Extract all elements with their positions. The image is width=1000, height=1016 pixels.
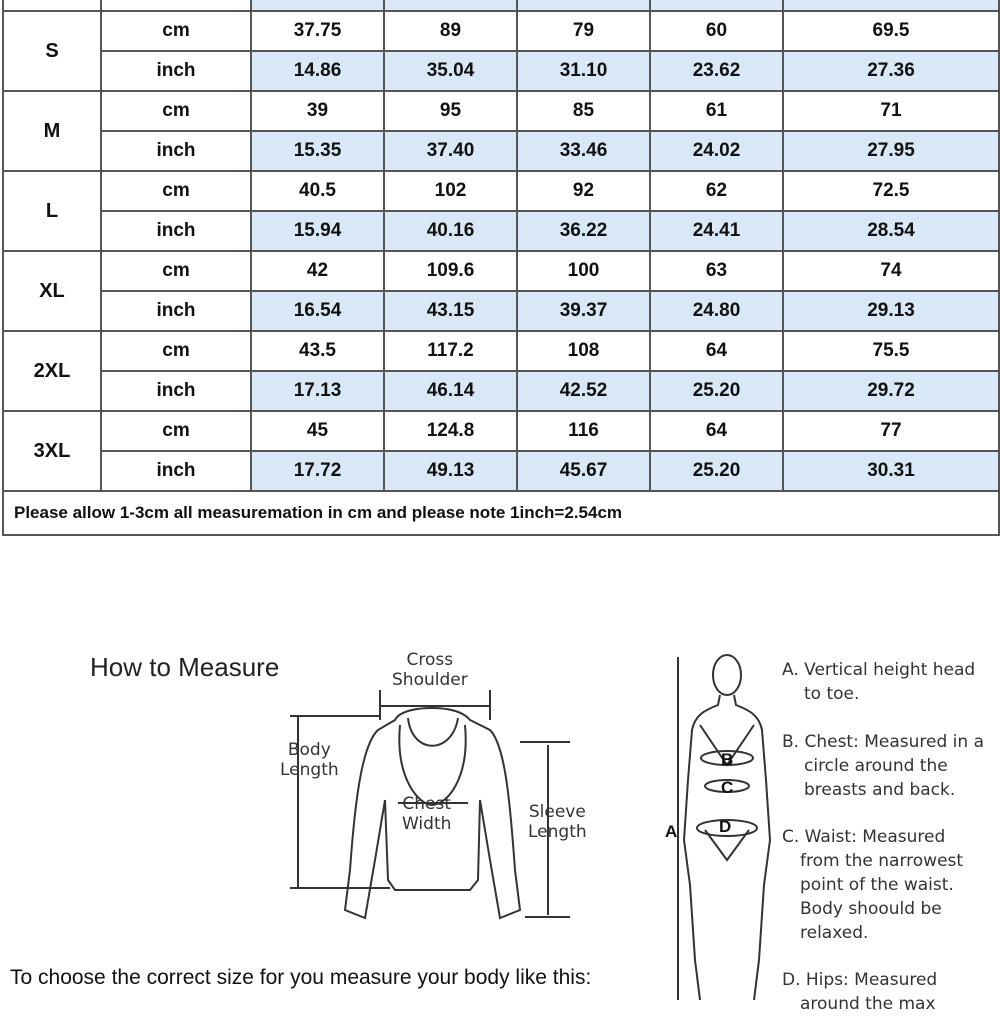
value-cell: 37.40	[384, 131, 517, 171]
chest-width-label-line1: Chest	[402, 794, 452, 814]
body-length-label-line2: Length	[280, 760, 339, 780]
chest-width-label-line2: Width	[402, 814, 452, 834]
size-cell: 2XL	[3, 331, 101, 411]
cross-shoulder-label	[392, 650, 468, 690]
table-row	[3, 91, 999, 131]
value-cell: 60	[650, 11, 783, 51]
table-header-cell	[384, 0, 517, 11]
value-cell: 46.14	[384, 371, 517, 411]
unit-cell: cm	[101, 331, 251, 371]
value-cell: 25.20	[650, 451, 783, 491]
value-cell: 15.94	[251, 211, 384, 251]
table-row	[3, 51, 999, 91]
value-cell: 27.95	[783, 131, 999, 171]
size-cell: L	[3, 171, 101, 251]
how-to-measure-section	[0, 540, 1000, 1014]
value-cell: 109.6	[384, 251, 517, 291]
definition-a	[782, 658, 975, 706]
value-cell: 42	[251, 251, 384, 291]
size-cell: S	[3, 11, 101, 91]
value-cell: 23.62	[650, 51, 783, 91]
unit-cell: inch	[101, 451, 251, 491]
unit-cell: cm	[101, 91, 251, 131]
value-cell: 30.31	[783, 451, 999, 491]
value-cell: 16.54	[251, 291, 384, 331]
definition-c-line: point of the waist.	[800, 875, 954, 895]
value-cell: 43.15	[384, 291, 517, 331]
value-cell: 62	[650, 171, 783, 211]
value-cell: 79	[517, 11, 650, 51]
value-cell: 36.22	[517, 211, 650, 251]
definition-a-line: A. Vertical height head	[782, 660, 976, 680]
definition-a-line: to toe.	[804, 684, 860, 704]
unit-cell: inch	[101, 131, 251, 171]
value-cell: 14.86	[251, 51, 384, 91]
figure-letter-d: D	[719, 817, 732, 836]
value-cell: 29.13	[783, 291, 999, 331]
table-header-cell	[650, 0, 783, 11]
value-cell: 15.35	[251, 131, 384, 171]
table-header-cell	[783, 0, 999, 11]
definition-c	[782, 825, 963, 945]
table-header-cell	[517, 0, 650, 11]
value-cell: 45	[251, 411, 384, 451]
value-cell: 25.20	[650, 371, 783, 411]
value-cell: 61	[650, 91, 783, 131]
table-row	[3, 411, 999, 451]
value-cell: 28.54	[783, 211, 999, 251]
value-cell: 124.8	[384, 411, 517, 451]
value-cell: 43.5	[251, 331, 384, 371]
value-cell: 17.72	[251, 451, 384, 491]
value-cell: 29.72	[783, 371, 999, 411]
measurement-note: Please allow 1-3cm all measuremation in cm and please note 1inch=2.54cm	[3, 491, 999, 535]
table-header-cell	[3, 0, 101, 11]
definition-b-line: B. Chest: Measured in a	[782, 732, 984, 752]
value-cell: 102	[384, 171, 517, 211]
value-cell: 45.67	[517, 451, 650, 491]
value-cell: 24.80	[650, 291, 783, 331]
definition-c-line: from the narrowest	[800, 851, 964, 871]
definition-c-line: Body shoould be	[800, 899, 942, 919]
body-length-label-line1: Body	[287, 740, 331, 760]
value-cell: 71	[783, 91, 999, 131]
sweater-hood	[399, 725, 465, 805]
definition-c-line: relaxed.	[800, 923, 869, 943]
unit-cell: inch	[101, 291, 251, 331]
table-row	[3, 451, 999, 491]
value-cell: 24.02	[650, 131, 783, 171]
table-row	[3, 171, 999, 211]
value-cell: 39.37	[517, 291, 650, 331]
definition-d	[782, 968, 937, 1016]
value-cell: 74	[783, 251, 999, 291]
table-header-row	[3, 0, 999, 11]
figure-letter-a: A	[665, 822, 678, 841]
unit-cell: inch	[101, 211, 251, 251]
value-cell: 100	[517, 251, 650, 291]
table-row	[3, 331, 999, 371]
body-outline	[684, 695, 770, 1000]
size-cell: XL	[3, 251, 101, 331]
definition-c-line: C. Waist: Measured	[782, 827, 946, 847]
value-cell: 92	[517, 171, 650, 211]
choose-size-instruction: To choose the correct size for you measure your body like this:	[10, 966, 592, 989]
value-cell: 31.10	[517, 51, 650, 91]
table-row	[3, 291, 999, 331]
table-header-cell	[251, 0, 384, 11]
unit-cell: cm	[101, 171, 251, 211]
figure-letter-b: B	[721, 750, 734, 769]
value-cell: 35.04	[384, 51, 517, 91]
size-cell: 3XL	[3, 411, 101, 491]
value-cell: 85	[517, 91, 650, 131]
value-cell: 40.16	[384, 211, 517, 251]
figure-letter-c: C	[721, 778, 734, 797]
definition-b	[782, 730, 984, 802]
size-cell: M	[3, 91, 101, 171]
size-chart-table	[2, 0, 1000, 536]
value-cell: 63	[650, 251, 783, 291]
body-length-label	[280, 740, 339, 780]
unit-cell: cm	[101, 11, 251, 51]
value-cell: 33.46	[517, 131, 650, 171]
table-header-cell	[101, 0, 251, 11]
value-cell: 75.5	[783, 331, 999, 371]
value-cell: 77	[783, 411, 999, 451]
sleeve-length-label-line2: Length	[528, 822, 587, 842]
value-cell: 64	[650, 331, 783, 371]
table-row	[3, 11, 999, 51]
definition-d-line: around the max	[800, 994, 936, 1014]
value-cell: 69.5	[783, 11, 999, 51]
table-note-row	[3, 491, 999, 535]
value-cell: 95	[384, 91, 517, 131]
value-cell: 64	[650, 411, 783, 451]
value-cell: 37.75	[251, 11, 384, 51]
unit-cell: inch	[101, 51, 251, 91]
value-cell: 89	[384, 11, 517, 51]
value-cell: 72.5	[783, 171, 999, 211]
table-row	[3, 371, 999, 411]
value-cell: 24.41	[650, 211, 783, 251]
value-cell: 17.13	[251, 371, 384, 411]
sweater-neck	[408, 718, 458, 746]
value-cell: 117.2	[384, 331, 517, 371]
value-cell: 49.13	[384, 451, 517, 491]
sleeve-length-label-line1: Sleeve	[528, 802, 586, 822]
chest-width-label	[402, 794, 451, 834]
cross-shoulder-label-line2: Shoulder	[392, 670, 468, 690]
definition-b-line: circle around the	[804, 756, 948, 776]
unit-cell: inch	[101, 371, 251, 411]
table-row	[3, 211, 999, 251]
unit-cell: cm	[101, 251, 251, 291]
sleeve-length-label	[528, 802, 587, 842]
definition-b-line: breasts and back.	[804, 780, 956, 800]
value-cell: 39	[251, 91, 384, 131]
cross-shoulder-label-line1: Cross	[406, 650, 454, 670]
value-cell: 108	[517, 331, 650, 371]
how-to-measure-title: How to Measure	[90, 652, 280, 682]
definition-d-line: D. Hips: Measured	[782, 970, 938, 990]
table-row	[3, 131, 999, 171]
unit-cell: cm	[101, 411, 251, 451]
value-cell: 42.52	[517, 371, 650, 411]
value-cell: 40.5	[251, 171, 384, 211]
value-cell: 116	[517, 411, 650, 451]
table-row	[3, 251, 999, 291]
value-cell: 27.36	[783, 51, 999, 91]
